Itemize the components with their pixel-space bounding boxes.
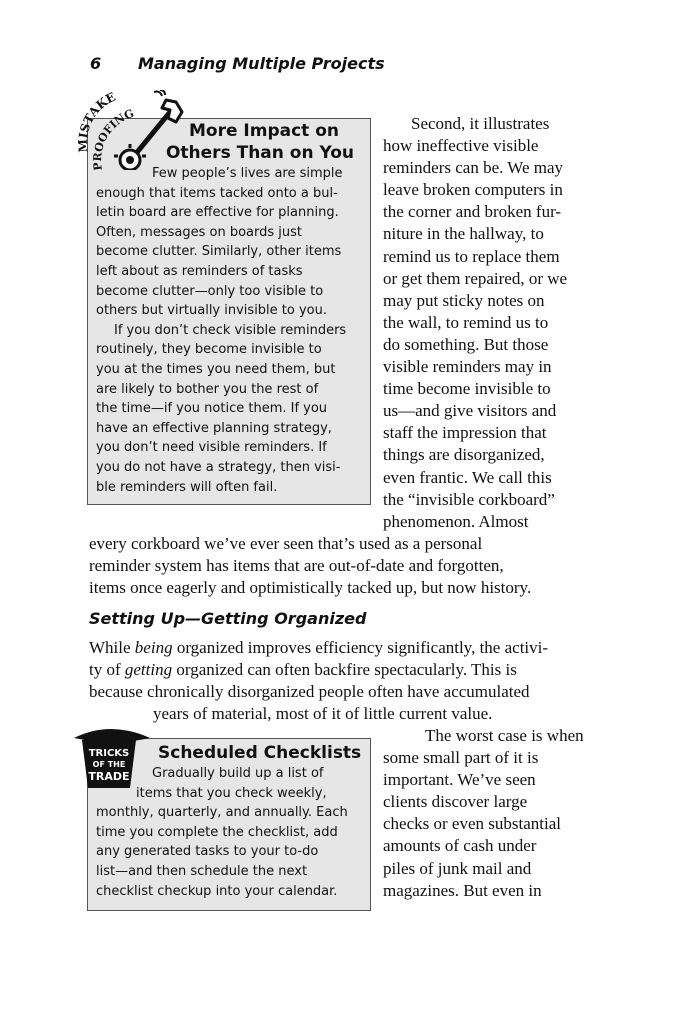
body-line: every corkboard we’ve ever seen that’s used as a personal [89,534,483,553]
section-paragraph [89,637,609,725]
body-line [89,659,609,681]
sidebar1-line: left about as reminders of tasks [96,263,303,279]
running-header [90,54,385,73]
sidebar1-line: others but virtually invisible to you. [96,303,327,319]
body-line: reminders can be. We may [383,158,564,178]
sidebar1-title-line2: Others Than on You [165,143,355,163]
body-line: important. We’ve seen [383,770,536,790]
continuation-paragraph [89,533,609,599]
body-line: or get them repaired, or we [383,268,568,288]
svg-text:MISTAKE: MISTAKE [75,90,118,153]
body-line: leave broken computers in [383,180,563,200]
body-line: clients discover large [383,792,528,812]
sidebar1-line: are likely to bother you the rest of [96,381,319,397]
sidebar1-line: you do not have a strategy, then visi- [96,459,341,475]
sidebar1-line: become clutter—only too visible to [96,283,324,299]
body-line: checks or even substantial [383,814,561,834]
body-line: even frantic. We call this [383,467,552,487]
text-run: organized improves efficiency significantly, the activi- [172,638,549,657]
sidebar2-line: items that you check weekly, [136,785,327,801]
body-line: visible reminders may in [383,357,552,377]
sidebar2-body [96,764,366,901]
sidebar2-line: list—and then schedule the next [96,863,308,879]
sidebar1-line: become clutter. Similarly, other items [96,244,342,260]
svg-text:TRADE: TRADE [88,770,130,783]
emphasis: being [134,638,173,657]
body-line: the wall, to remind us to [383,312,549,332]
sidebar1-line: you don’t need visible reminders. If [96,440,327,456]
body-line: piles of junk mail and [383,858,532,878]
right-column-top [383,113,623,533]
sidebar1-line: ble reminders will often fail. [96,479,278,495]
sidebar1-line: routinely, they become invisible to [96,342,322,358]
body-line: phenomenon. Almost [383,511,529,531]
emphasis: getting [124,660,173,680]
sidebar2-title: Scheduled Checklists [158,743,362,763]
body-line: how ineffective visible [383,136,539,156]
body-line: Second, it illustrates [411,114,550,133]
body-line: the corner and broken fur- [383,202,562,222]
body-line: may put sticky notes on [383,290,545,310]
sidebar1-title [160,120,360,164]
body-line: because chronically disorganized people often have accumulated [89,682,530,702]
body-line: magazines. But even in [383,880,542,900]
body-line: amounts of cash under [383,836,537,856]
body-line: The worst case is when [425,726,584,745]
sidebar2-line: time you complete the checklist, add [96,824,338,840]
sidebar1-line: If you don’t check visible reminders [114,322,347,338]
svg-text:TRICKS: TRICKS [88,748,130,759]
section-heading: Setting Up—Getting Organized [89,609,367,628]
sidebar2-line: checklist checkup into your calendar. [96,883,338,899]
sidebar2-line: monthly, quarterly, and annually. Each [96,805,348,821]
sidebar1-line: letin board are effective for planning. [96,205,339,221]
body-line: some small part of it is [383,748,539,768]
body-line: reminder system has items that are out-of-date and forgotten, [89,556,504,576]
sidebar1-line: Few people’s lives are simple [152,166,343,181]
body-line: items once eagerly and optimistically tacked up, but now history. [89,578,532,598]
text-run: organized can often backfire spectacularly. This is [172,660,517,680]
sidebar1-line: you at the times you need them, but [96,361,336,377]
body-line: staff the impression that [383,423,547,443]
body-line: time become invisible to [383,379,551,399]
sidebar2-line: Gradually build up a list of [152,766,324,781]
svg-text:OF THE: OF THE [92,760,126,769]
body-line: do something. But those [383,334,549,354]
running-title: Managing Multiple Projects [138,54,385,73]
svg-text:PROOFING: PROOFING [90,106,136,170]
body-line: us—and give visitors and [383,401,557,421]
body-line: years of material, most of it of little current value. [153,704,493,724]
sidebar1-title-line1: More Impact on [188,121,339,141]
body-line [89,637,609,659]
right-column-bottom [383,725,623,902]
sidebar1-line: Often, messages on boards just [96,224,303,240]
body-line: niture in the hallway, to [383,224,544,244]
body-line: the “invisible corkboard” [383,489,555,509]
body-line: things are disorganized, [383,445,545,465]
page-number: 6 [90,54,102,73]
text-run: ty of [89,660,125,680]
sidebar1-line: enough that items tacked onto a bul- [96,185,338,201]
body-line: remind us to replace them [383,246,560,266]
sidebar1-body [96,164,366,497]
sidebar1-line: the time—if you notice them. If you [96,401,328,417]
sidebar2-line: any generated tasks to your to-do [96,844,319,860]
text-run: While [89,638,135,657]
sidebar1-line: have an effective planning strategy, [96,420,332,436]
